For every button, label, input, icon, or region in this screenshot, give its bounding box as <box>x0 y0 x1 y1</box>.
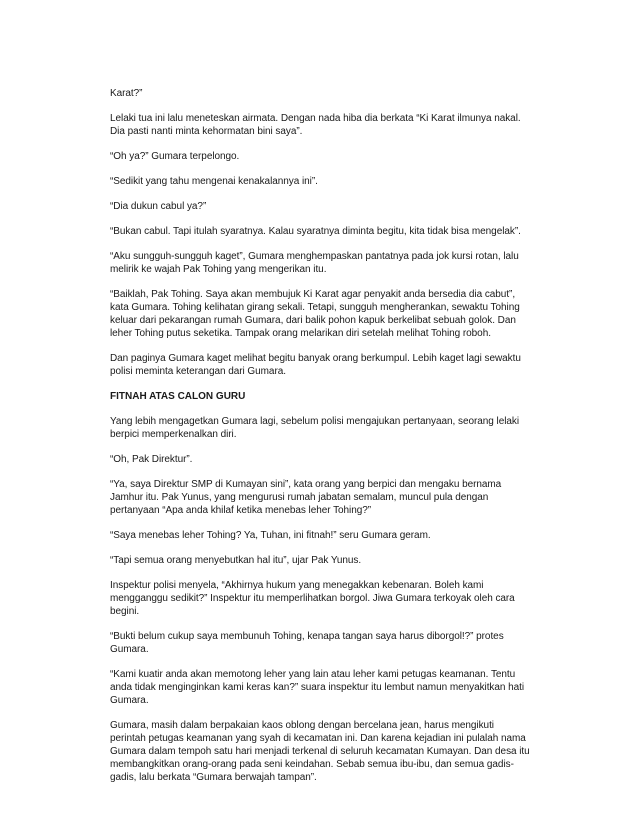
paragraph: “Aku sungguh-sungguh kaget”, Gumara menghempaskan pantatnya pada jok kursi rotan, lalu melirik ke wajah Pak Tohing yang mengerikan itu. <box>110 251 519 275</box>
paragraph: “Kami kuatir anda akan memotong leher yang lain atau leher kami petugas keamanan. Tentu anda tidak menginginkan kami keras kan?” suara inspektur itu lembut namun menyakitkan hati Gumara. <box>110 669 525 706</box>
paragraph: Yang lebih mengagetkan Gumara lagi, sebelum polisi mengajukan pertanyaan, seorang lelaki berpici memperkenalkan diri. <box>110 416 520 440</box>
paragraph: “Baiklah, Pak Tohing. Saya akan membujuk Ki Karat agar penyakit anda bersedia dia cabut”, kata Gumara. Tohing kelihatan girang sekali. Tetapi, sungguh mengherankan, sewaktu Tohing keluar dari pekarangan rumah Gumara, dari balik pohon kapuk berkelibat sebuah golok. Dan leher Tohing putus seketika. Tampak orang melarikan diri setelah melihat Tohing roboh. <box>110 289 520 339</box>
paragraph: Gumara, masih dalam berpakaian kaos oblong dengan bercelana jean, harus mengikuti perintah petugas keamanan yang syah di kecamatan ini. Dan karena kejadian ini pulalah nama Gumara dalam tempoh satu hari menjadi terkenal di seluruh kecamatan Kumayan. Dan desa itu membangkitkan orang-orang pada seni keindahan. Sebab semua ibu-ibu, dan semua gadis- gadis, lalu berkata “Gumara berwajah tampan”. <box>110 720 530 783</box>
paragraph: “Saya menebas leher Tohing? Ya, Tuhan, ini fitnah!” seru Gumara geram. <box>110 530 431 541</box>
document-body <box>110 87 535 796</box>
paragraph: Karat?” <box>110 88 143 99</box>
paragraph: Lelaki tua ini lalu meneteskan airmata. Dengan nada hiba dia berkata “Ki Karat ilmunya nakal. Dia pasti nanti minta kehormatan bini saya”. <box>110 113 521 137</box>
paragraph: “Oh, Pak Direktur”. <box>110 454 193 465</box>
paragraph: “Bukan cabul. Tapi itulah syaratnya. Kalau syaratnya diminta begitu, kita tidak bisa mengelak”. <box>110 226 521 237</box>
paragraph: “Tapi semua orang menyebutkan hal itu”, ujar Pak Yunus. <box>110 555 362 566</box>
section-heading: FITNAH ATAS CALON GURU <box>110 391 246 402</box>
paragraph: “Dia dukun cabul ya?” <box>110 201 207 212</box>
paragraph: “Ya, saya Direktur SMP di Kumayan sini”, kata orang yang berpici dan mengaku bernama Jamhur itu. Pak Yunus, yang mengurusi rumah jabatan semalam, muncul pula dengan pertanyaan “Apa anda khilaf ketika menebas leher Tohing?” <box>110 479 502 516</box>
paragraph: “Oh ya?” Gumara terpelongo. <box>110 151 240 162</box>
paragraph: Inspektur polisi menyela, “Akhirnya hukum yang menegakkan kebenaran. Boleh kami mengganggu sedikit?” Inspektur itu memperlihatkan borgol. Jiwa Gumara terkoyak oleh cara begini. <box>110 580 515 617</box>
paragraph: “Bukti belum cukup saya membunuh Tohing, kenapa tangan saya harus diborgol!?” protes Gumara. <box>110 631 504 655</box>
paragraph: “Sedikit yang tahu mengenai kenakalannya ini”. <box>110 176 318 187</box>
paragraph: Dan paginya Gumara kaget melihat begitu banyak orang berkumpul. Lebih kaget lagi sewaktu polisi meminta keterangan dari Gumara. <box>110 353 521 377</box>
